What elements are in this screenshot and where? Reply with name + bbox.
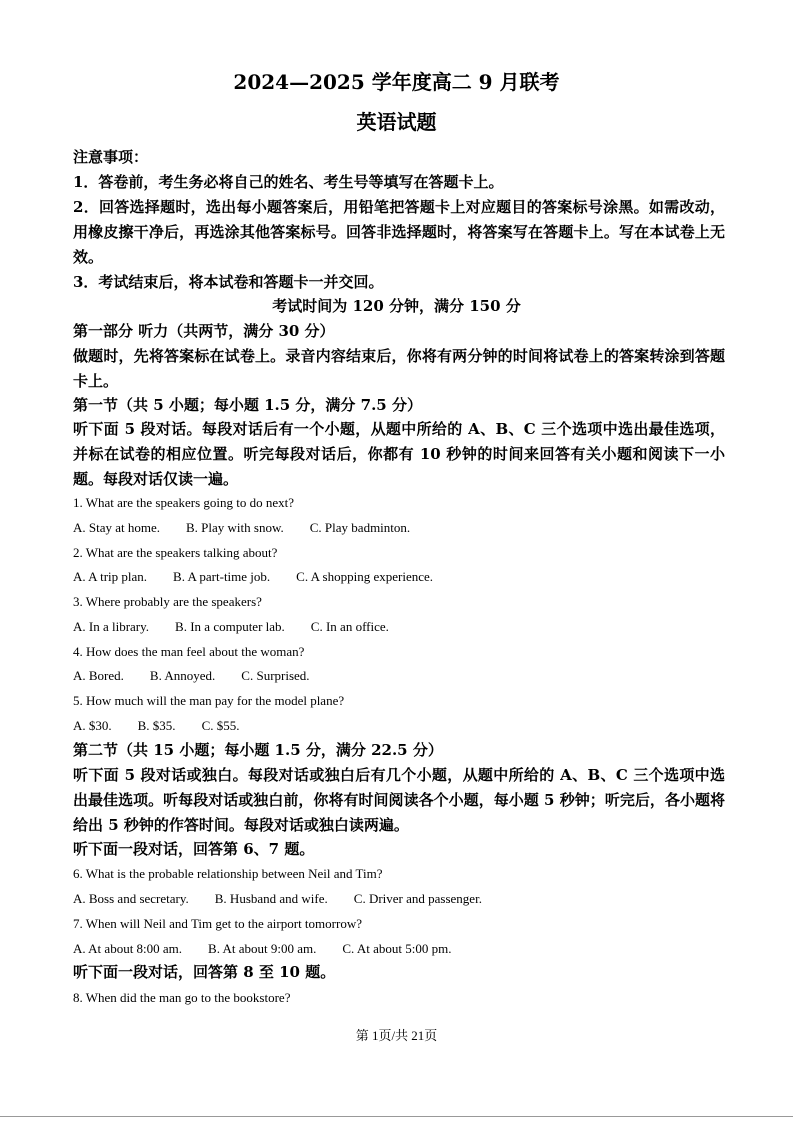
part1-instruction: 做题时，先将答案标在试卷上。录音内容结束后，你将有两分钟的时间将试卷上的答案转涂到答题卡上。 xyxy=(73,347,725,390)
option-b: B. A part-time job. xyxy=(173,569,271,584)
notes-item-1: 1．答卷前，考生务必将自己的姓名、考生号等填写在答题卡上。 xyxy=(73,173,504,191)
question-1-options xyxy=(73,520,436,536)
section2-instruction: 听下面 5 段对话或独白。每段对话或独白后有几个小题，从题中所给的 A、B、C 三个选项中选出最佳选项。听每段对话或独白前，你将有时间阅读各个小题，每小题 5 秒钟；听完后，各小题将给出 5 秒钟的作答时间。每段对话或独白读两遍。 xyxy=(73,766,725,834)
notes-item-3: 3．考试结束后，将本试卷和答题卡一并交回。 xyxy=(73,273,384,291)
option-b: B. $35. xyxy=(137,718,176,733)
question-8: 8. When did the man go to the bookstore? xyxy=(73,990,291,1005)
option-a: A. Boss and secretary. xyxy=(73,891,189,906)
option-c: C. $55. xyxy=(201,718,240,733)
part1-heading: 第一部分 听力（共两节，满分 30 分） xyxy=(73,322,335,340)
section2-heading: 第二节（共 15 小题；每小题 1.5 分，满分 22.5 分） xyxy=(73,741,443,759)
question-3: 3. Where probably are the speakers? xyxy=(73,594,262,609)
question-1: 1. What are the speakers going to do next? xyxy=(73,495,295,510)
question-2-options xyxy=(73,569,459,585)
dialogue-2-heading: 听下面一段对话，回答第 8 至 10 题。 xyxy=(73,963,336,981)
option-c: C. In an office. xyxy=(310,619,389,634)
question-6: 6. What is the probable relationship between Neil and Tim? xyxy=(73,866,383,881)
page-bottom-divider xyxy=(0,1116,793,1117)
option-a: A. In a library. xyxy=(73,619,150,634)
option-c: C. Driver and passenger. xyxy=(353,891,482,906)
option-b: B. Annoyed. xyxy=(149,668,216,683)
exam-title: 2024—2025 学年度高二 9 月联考 xyxy=(233,70,560,94)
option-c: C. A shopping experience. xyxy=(296,569,434,584)
question-7: 7. When will Neil and Tim get to the airport tomorrow? xyxy=(73,916,362,931)
option-b: B. Husband and wife. xyxy=(214,891,328,906)
question-4: 4. How does the man feel about the woman? xyxy=(73,644,305,659)
option-b: B. In a computer lab. xyxy=(175,619,285,634)
option-c: C. At about 5:00 pm. xyxy=(342,941,452,956)
exam-subtitle: 英语试题 xyxy=(356,110,437,134)
option-a: A. At about 8:00 am. xyxy=(73,941,183,956)
notes-item-2: 2．回答选择题时，选出每小题答案后，用铅笔把答题卡上对应题目的答案标号涂黑。如需改动，用橡皮擦干净后，再选涂其他答案标号。回答非选择题时，将答案写在答题卡上。写在本试卷上无效。 xyxy=(73,198,725,266)
question-2: 2. What are the speakers talking about? xyxy=(73,545,278,560)
time-info: 考试时间为 120 分钟，满分 150 分 xyxy=(272,297,521,315)
question-5-options xyxy=(73,718,265,734)
option-b: B. At about 9:00 am. xyxy=(208,941,317,956)
question-4-options xyxy=(73,668,336,684)
option-c: C. Surprised. xyxy=(241,668,310,683)
notes-heading: 注意事项： xyxy=(73,148,149,166)
section1-instruction: 听下面 5 段对话。每段对话后有一个小题，从题中所给的 A、B、C 三个选项中选出最佳选项，并标在试卷的相应位置。听完每段对话后，你都有 10 秒钟的时间来回答有关小题和阅读下一小题。每段对话仅读一遍。 xyxy=(73,420,725,488)
option-a: A. A trip plan. xyxy=(73,569,148,584)
section1-heading: 第一节（共 5 小题；每小题 1.5 分，满分 7.5 分） xyxy=(73,396,422,414)
option-b: B. Play with snow. xyxy=(186,520,284,535)
option-a: A. Bored. xyxy=(73,668,124,683)
page-number: 第 1页/共 21页 xyxy=(355,1028,438,1043)
option-a: A. Stay at home. xyxy=(73,520,161,535)
dialogue-1-heading: 听下面一段对话，回答第 6、7 题。 xyxy=(73,840,315,858)
question-7-options xyxy=(73,941,477,957)
option-c: C. Play badminton. xyxy=(309,520,411,535)
question-5: 5. How much will the man pay for the model plane? xyxy=(73,693,345,708)
question-6-options xyxy=(73,891,508,907)
option-a: A. $30. xyxy=(73,718,112,733)
question-3-options xyxy=(73,619,415,635)
